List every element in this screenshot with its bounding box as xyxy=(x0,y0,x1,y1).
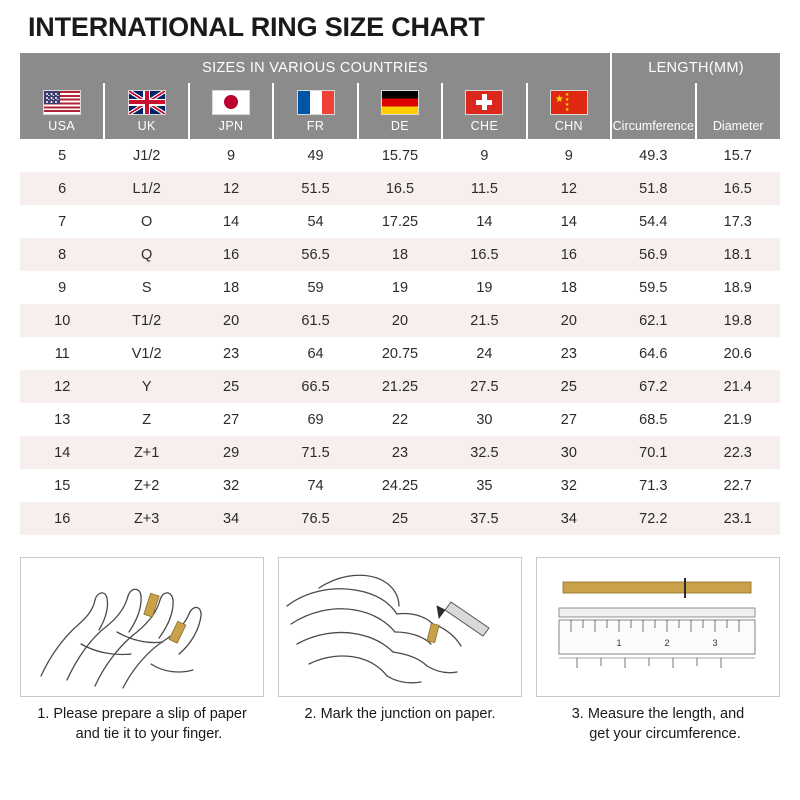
step-1-caption xyxy=(20,697,264,744)
flag-usa-icon xyxy=(43,90,81,115)
column-header-jpn xyxy=(189,83,273,139)
table-row xyxy=(20,337,780,370)
cell-usa: 10 xyxy=(20,304,104,337)
step-3-illustration xyxy=(536,557,780,697)
step-2-caption xyxy=(278,697,522,725)
cell-diameter: 15.7 xyxy=(696,139,781,172)
cell-usa: 13 xyxy=(20,403,104,436)
column-header-fr xyxy=(273,83,357,139)
step-1-illustration xyxy=(20,557,264,697)
cell-circumference: 49.3 xyxy=(611,139,695,172)
step-1-caption-line1: 1. Please prepare a slip of paper xyxy=(37,706,247,722)
cell-uk: Z+3 xyxy=(104,502,188,535)
cell-jpn: 20 xyxy=(189,304,273,337)
column-header-che xyxy=(442,83,526,139)
cell-diameter: 18.1 xyxy=(696,238,781,271)
hand-with-paper-strip-icon xyxy=(21,558,263,696)
cell-chn: 16 xyxy=(527,238,611,271)
cell-jpn: 23 xyxy=(189,337,273,370)
cell-usa: 15 xyxy=(20,469,104,502)
cell-de: 21.25 xyxy=(358,370,442,403)
table-row xyxy=(20,502,780,535)
cell-usa: 8 xyxy=(20,238,104,271)
cell-de: 16.5 xyxy=(358,172,442,205)
cell-uk: L1/2 xyxy=(104,172,188,205)
cell-fr: 66.5 xyxy=(273,370,357,403)
cell-jpn: 9 xyxy=(189,139,273,172)
column-header-circumference xyxy=(611,83,695,139)
country-code-usa: USA xyxy=(48,118,76,133)
cell-circumference: 72.2 xyxy=(611,502,695,535)
cell-usa: 16 xyxy=(20,502,104,535)
cell-uk: T1/2 xyxy=(104,304,188,337)
cell-che: 32.5 xyxy=(442,436,526,469)
group-header-countries: SIZES IN VARIOUS COUNTRIES xyxy=(20,53,611,83)
page-title: INTERNATIONAL RING SIZE CHART xyxy=(28,12,485,42)
cell-usa: 5 xyxy=(20,139,104,172)
cell-jpn: 27 xyxy=(189,403,273,436)
cell-usa: 9 xyxy=(20,271,104,304)
cell-uk: Y xyxy=(104,370,188,403)
cell-jpn: 12 xyxy=(189,172,273,205)
cell-uk: Z+1 xyxy=(104,436,188,469)
cell-uk: Q xyxy=(104,238,188,271)
table-row xyxy=(20,172,780,205)
flag-switzerland-icon xyxy=(465,90,503,115)
cell-diameter: 19.8 xyxy=(696,304,781,337)
ring-size-table xyxy=(20,53,780,535)
cell-diameter: 22.3 xyxy=(696,436,781,469)
cell-che: 9 xyxy=(442,139,526,172)
cell-fr: 61.5 xyxy=(273,304,357,337)
cell-uk: Z xyxy=(104,403,188,436)
cell-circumference: 67.2 xyxy=(611,370,695,403)
cell-che: 11.5 xyxy=(442,172,526,205)
cell-fr: 56.5 xyxy=(273,238,357,271)
cell-chn: 34 xyxy=(527,502,611,535)
cell-che: 27.5 xyxy=(442,370,526,403)
country-code-uk: UK xyxy=(137,118,156,133)
cell-chn: 23 xyxy=(527,337,611,370)
cell-jpn: 16 xyxy=(189,238,273,271)
country-code-che: CHE xyxy=(470,118,499,133)
cell-de: 24.25 xyxy=(358,469,442,502)
svg-text:2: 2 xyxy=(664,638,670,648)
cell-jpn: 25 xyxy=(189,370,273,403)
cell-usa: 12 xyxy=(20,370,104,403)
country-header-row xyxy=(20,83,780,139)
table-body xyxy=(20,139,780,535)
step-2-illustration xyxy=(278,557,522,697)
country-code-de: DE xyxy=(390,118,410,133)
step-2 xyxy=(278,557,522,744)
cell-chn: 14 xyxy=(527,205,611,238)
cell-fr: 49 xyxy=(273,139,357,172)
table-row xyxy=(20,139,780,172)
cell-circumference: 64.6 xyxy=(611,337,695,370)
country-code-chn: CHN xyxy=(554,118,583,133)
column-header-diameter xyxy=(696,83,781,139)
cell-uk: Z+2 xyxy=(104,469,188,502)
cell-uk: V1/2 xyxy=(104,337,188,370)
table-row xyxy=(20,304,780,337)
ruler-measuring-paper-icon xyxy=(537,558,779,696)
cell-chn: 30 xyxy=(527,436,611,469)
cell-diameter: 16.5 xyxy=(696,172,781,205)
cell-diameter: 21.4 xyxy=(696,370,781,403)
cell-diameter: 20.6 xyxy=(696,337,781,370)
cell-chn: 9 xyxy=(527,139,611,172)
column-header-uk xyxy=(104,83,188,139)
cell-circumference: 62.1 xyxy=(611,304,695,337)
cell-uk: J1/2 xyxy=(104,139,188,172)
step-3 xyxy=(536,557,780,744)
circumference-label: Circumference xyxy=(612,119,694,133)
table-row xyxy=(20,271,780,304)
cell-diameter: 18.9 xyxy=(696,271,781,304)
flag-germany-icon xyxy=(381,90,419,115)
cell-che: 24 xyxy=(442,337,526,370)
cell-chn: 12 xyxy=(527,172,611,205)
column-header-usa xyxy=(20,83,104,139)
cell-usa: 14 xyxy=(20,436,104,469)
cell-fr: 74 xyxy=(273,469,357,502)
cell-chn: 32 xyxy=(527,469,611,502)
cell-de: 15.75 xyxy=(358,139,442,172)
cell-usa: 7 xyxy=(20,205,104,238)
cell-de: 20.75 xyxy=(358,337,442,370)
step-3-caption-line2: get your circumference. xyxy=(589,725,741,742)
cell-che: 14 xyxy=(442,205,526,238)
svg-text:1: 1 xyxy=(616,638,622,648)
table-row xyxy=(20,370,780,403)
flag-china-icon: ★ ★ ★ ★ ★ xyxy=(550,90,588,115)
hand-marking-paper-icon xyxy=(279,558,521,696)
cell-diameter: 22.7 xyxy=(696,469,781,502)
flag-france-icon xyxy=(297,90,335,115)
cell-jpn: 14 xyxy=(189,205,273,238)
cell-de: 17.25 xyxy=(358,205,442,238)
cell-fr: 54 xyxy=(273,205,357,238)
step-1 xyxy=(20,557,264,744)
cell-che: 35 xyxy=(442,469,526,502)
table-row xyxy=(20,469,780,502)
cell-de: 23 xyxy=(358,436,442,469)
cell-usa: 6 xyxy=(20,172,104,205)
cell-chn: 18 xyxy=(527,271,611,304)
cell-fr: 64 xyxy=(273,337,357,370)
column-header-de xyxy=(358,83,442,139)
cell-circumference: 68.5 xyxy=(611,403,695,436)
cell-circumference: 54.4 xyxy=(611,205,695,238)
cell-chn: 25 xyxy=(527,370,611,403)
cell-uk: S xyxy=(104,271,188,304)
cell-circumference: 71.3 xyxy=(611,469,695,502)
country-code-jpn: JPN xyxy=(218,118,244,133)
cell-de: 25 xyxy=(358,502,442,535)
cell-che: 30 xyxy=(442,403,526,436)
cell-circumference: 70.1 xyxy=(611,436,695,469)
cell-che: 16.5 xyxy=(442,238,526,271)
cell-uk: O xyxy=(104,205,188,238)
step-3-caption xyxy=(536,697,780,744)
table-row xyxy=(20,403,780,436)
step-3-caption-line1: 3. Measure the length, and xyxy=(571,706,745,722)
cell-fr: 59 xyxy=(273,271,357,304)
cell-jpn: 29 xyxy=(189,436,273,469)
cell-de: 19 xyxy=(358,271,442,304)
cell-usa: 11 xyxy=(20,337,104,370)
cell-jpn: 32 xyxy=(189,469,273,502)
cell-diameter: 21.9 xyxy=(696,403,781,436)
cell-fr: 69 xyxy=(273,403,357,436)
cell-chn: 27 xyxy=(527,403,611,436)
cell-fr: 76.5 xyxy=(273,502,357,535)
cell-circumference: 59.5 xyxy=(611,271,695,304)
table-row xyxy=(20,436,780,469)
cell-che: 19 xyxy=(442,271,526,304)
cell-fr: 51.5 xyxy=(273,172,357,205)
cell-diameter: 17.3 xyxy=(696,205,781,238)
country-code-fr: FR xyxy=(306,118,325,133)
cell-diameter: 23.1 xyxy=(696,502,781,535)
cell-circumference: 56.9 xyxy=(611,238,695,271)
diameter-label: Diameter xyxy=(712,119,764,133)
column-header-chn xyxy=(527,83,611,139)
group-header-row xyxy=(20,53,780,83)
flag-uk-icon xyxy=(128,90,166,115)
cell-de: 18 xyxy=(358,238,442,271)
cell-jpn: 34 xyxy=(189,502,273,535)
table-row xyxy=(20,238,780,271)
flag-japan-icon xyxy=(212,90,250,115)
table-row xyxy=(20,205,780,238)
instruction-steps xyxy=(20,557,780,744)
group-header-length: LENGTH(MM) xyxy=(611,53,780,83)
cell-che: 21.5 xyxy=(442,304,526,337)
cell-de: 20 xyxy=(358,304,442,337)
cell-circumference: 51.8 xyxy=(611,172,695,205)
cell-chn: 20 xyxy=(527,304,611,337)
table-header xyxy=(20,53,780,139)
cell-che: 37.5 xyxy=(442,502,526,535)
step-1-caption-line2: and tie it to your finger. xyxy=(75,725,223,742)
svg-text:3: 3 xyxy=(712,638,718,648)
cell-de: 22 xyxy=(358,403,442,436)
cell-jpn: 18 xyxy=(189,271,273,304)
cell-fr: 71.5 xyxy=(273,436,357,469)
step-2-caption-line1: 2. Mark the junction on paper. xyxy=(304,706,496,722)
